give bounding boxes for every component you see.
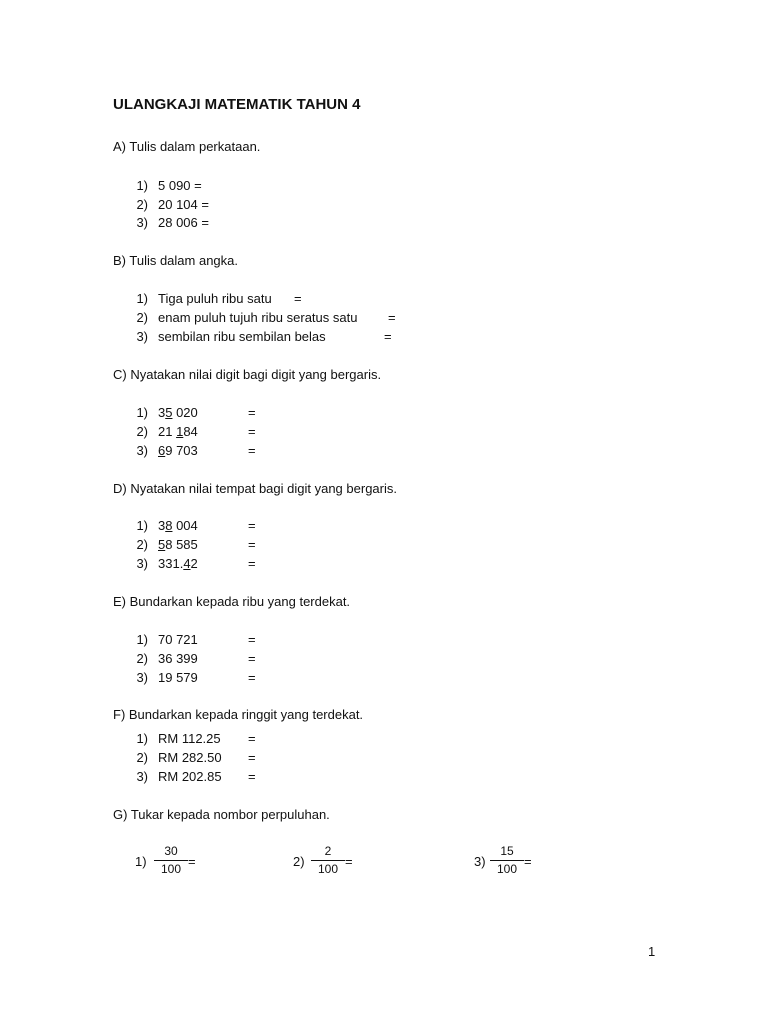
section-b-item-2-number: 2) xyxy=(136,310,148,325)
section-b-item-1-equals: = xyxy=(294,291,302,306)
section-c-item-2-equals: = xyxy=(248,424,256,439)
section-f-item-2-number: 2) xyxy=(136,750,148,765)
section-b-heading: B) Tulis dalam angka. xyxy=(113,253,239,268)
section-g-item-2-equals: = xyxy=(345,854,353,869)
section-d-heading: D) Nyatakan nilai tempat bagi digit yang bergaris. xyxy=(113,481,397,496)
section-b-item-1: Tiga puluh ribu satu xyxy=(158,291,272,306)
section-g-item-3-number: 3) xyxy=(474,854,486,869)
fraction-2 xyxy=(311,844,345,877)
section-g-item-1-number: 1) xyxy=(135,854,147,869)
section-e-heading: E) Bundarkan kepada ribu yang terdekat. xyxy=(113,594,351,609)
fraction-1-denominator: 100 xyxy=(160,862,182,876)
section-f-item-1-equals: = xyxy=(248,731,256,746)
section-d-item-3-number: 3) xyxy=(136,556,148,571)
underlined-digit: 5 xyxy=(165,405,173,420)
section-b-item-2-equals: = xyxy=(388,310,396,325)
section-c-item-3-equals: = xyxy=(248,443,256,458)
underlined-digit: 8 xyxy=(165,518,173,533)
section-f-item-3-equals: = xyxy=(248,769,256,784)
section-d-item-2-equals: = xyxy=(248,537,256,552)
section-c-item-2-number: 2) xyxy=(136,424,148,439)
section-a-item-3: 28 006 = xyxy=(158,215,209,230)
section-d-item-2-number: 2) xyxy=(136,537,148,552)
section-e-item-2: 36 399 xyxy=(158,651,198,666)
fraction-3 xyxy=(490,844,524,877)
section-e-item-3-number: 3) xyxy=(136,670,148,685)
section-c-item-3: 69 703 xyxy=(158,443,198,458)
fraction-3-numerator: 15 xyxy=(490,844,524,861)
section-e-item-1-equals: = xyxy=(248,632,256,647)
section-f-item-1-number: 1) xyxy=(136,731,148,746)
section-d-item-1-equals: = xyxy=(248,518,256,533)
section-a-item-2: 20 104 = xyxy=(158,197,209,212)
section-e-item-3: 19 579 xyxy=(158,670,198,685)
section-g-heading: G) Tukar kepada nombor perpuluhan. xyxy=(113,807,330,822)
section-f-item-2-equals: = xyxy=(248,750,256,765)
fraction-1 xyxy=(154,844,188,877)
section-a-item-2-number: 2) xyxy=(136,197,148,212)
section-b-item-3-number: 3) xyxy=(136,329,148,344)
section-f-item-3: RM 202.85 xyxy=(158,769,222,784)
section-c-heading: C) Nyatakan nilai digit bagi digit yang bergaris. xyxy=(113,367,382,382)
section-a-item-1: 5 090 = xyxy=(158,178,202,193)
fraction-2-numerator: 2 xyxy=(311,844,345,861)
section-c-item-1: 35 020 xyxy=(158,405,198,420)
section-d-item-3-equals: = xyxy=(248,556,256,571)
page-title: ULANGKAJI MATEMATIK TAHUN 4 xyxy=(113,96,361,113)
section-a-item-3-number: 3) xyxy=(136,215,148,230)
section-a-heading: A) Tulis dalam perkataan. xyxy=(113,139,261,154)
fraction-1-numerator: 30 xyxy=(154,844,188,861)
page-number: 1 xyxy=(648,944,656,959)
fraction-2-denominator: 100 xyxy=(317,862,339,876)
section-c-item-3-number: 3) xyxy=(136,443,148,458)
section-d-item-1-number: 1) xyxy=(136,518,148,533)
underlined-digit: 4 xyxy=(183,556,191,571)
section-e-item-2-equals: = xyxy=(248,651,256,666)
section-g-item-1-equals: = xyxy=(188,854,196,869)
section-c-item-1-equals: = xyxy=(248,405,256,420)
section-d-item-3: 331.42 xyxy=(158,556,198,571)
section-e-item-1-number: 1) xyxy=(136,632,148,647)
section-g-item-2-number: 2) xyxy=(293,854,305,869)
section-d-item-2: 58 585 xyxy=(158,537,198,552)
section-b-item-3: sembilan ribu sembilan belas xyxy=(158,329,326,344)
section-c-item-2: 21 184 xyxy=(158,424,198,439)
underlined-digit: 6 xyxy=(158,443,166,458)
section-b-item-3-equals: = xyxy=(384,329,392,344)
section-b-item-2: enam puluh tujuh ribu seratus satu xyxy=(158,310,358,325)
underlined-digit: 1 xyxy=(176,424,184,439)
section-g-item-3-equals: = xyxy=(524,854,532,869)
section-f-heading: F) Bundarkan kepada ringgit yang terdekat. xyxy=(113,707,364,722)
section-e-item-3-equals: = xyxy=(248,670,256,685)
section-e-item-1: 70 721 xyxy=(158,632,198,647)
section-e-item-2-number: 2) xyxy=(136,651,148,666)
section-c-item-1-number: 1) xyxy=(136,405,148,420)
section-b-item-1-number: 1) xyxy=(136,291,148,306)
fraction-3-denominator: 100 xyxy=(496,862,518,876)
underlined-digit: 5 xyxy=(158,537,166,552)
section-f-item-3-number: 3) xyxy=(136,769,148,784)
section-f-item-2: RM 282.50 xyxy=(158,750,222,765)
section-a-item-1-number: 1) xyxy=(136,178,148,193)
section-f-item-1: RM 112.25 xyxy=(158,731,221,746)
section-d-item-1: 38 004 xyxy=(158,518,198,533)
